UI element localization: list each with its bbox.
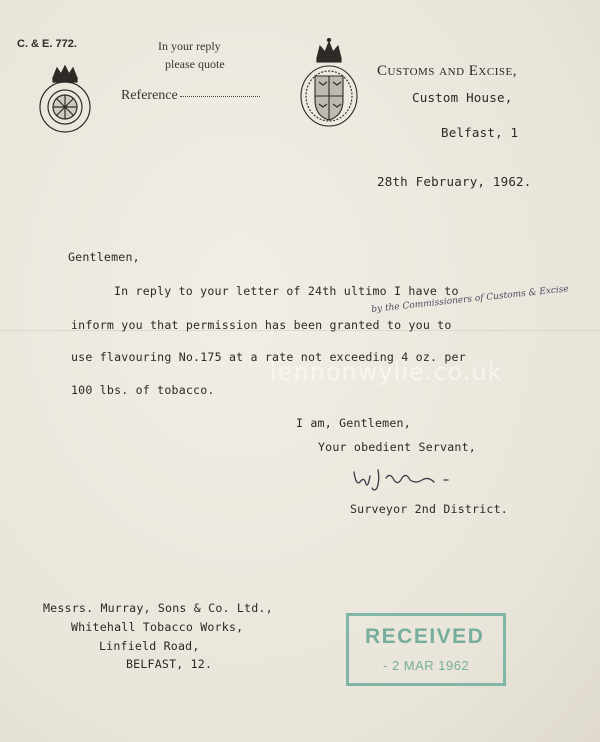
closing-line-2: Your obedient Servant, bbox=[318, 440, 476, 454]
signature bbox=[348, 458, 498, 498]
body-line-2: inform you that permission has been granted to you to bbox=[71, 318, 452, 332]
recipient-line-3: Linfield Road, bbox=[99, 639, 200, 653]
stamp-date: - 2 MAR 1962 bbox=[383, 658, 470, 673]
watermark: lennonwylie.co.uk bbox=[270, 358, 503, 386]
reference-label: Reference bbox=[121, 88, 178, 103]
reply-line-2: please quote bbox=[165, 57, 225, 71]
office-city: Belfast, 1 bbox=[441, 125, 519, 140]
stamp-title: RECEIVED bbox=[365, 625, 485, 648]
signatory-title: Surveyor 2nd District. bbox=[350, 502, 508, 516]
salutation: Gentlemen, bbox=[68, 250, 140, 264]
closing-line-1: I am, Gentlemen, bbox=[296, 416, 411, 430]
letter-date: 28th February, 1962. bbox=[377, 174, 532, 189]
received-stamp bbox=[346, 613, 506, 686]
body-line-4: 100 lbs. of tobacco. bbox=[71, 383, 215, 397]
form-number: C. & E. 772. bbox=[17, 38, 77, 50]
reference-blank-line bbox=[180, 96, 260, 97]
recipient-line-2: Whitehall Tobacco Works, bbox=[71, 620, 244, 634]
recipient-line-1: Messrs. Murray, Sons & Co. Ltd., bbox=[43, 601, 273, 615]
handwritten-insertion: by the Commissioners of Customs & Excise bbox=[370, 284, 570, 315]
royal-arms-icon bbox=[293, 38, 365, 132]
body-line-3: use flavouring No.175 at a rate not exceeding 4 oz. per bbox=[71, 350, 466, 364]
disabled-men-badge-icon bbox=[32, 62, 98, 140]
office-building: Custom House, bbox=[412, 90, 513, 105]
office-name: Customs and Excise, bbox=[377, 63, 517, 79]
reference-field bbox=[121, 88, 260, 104]
body-line-1: In reply to your letter of 24th ultimo I have to bbox=[114, 284, 459, 298]
recipient-line-4: BELFAST, 12. bbox=[126, 657, 213, 671]
reply-line-1: In your reply bbox=[158, 39, 221, 53]
